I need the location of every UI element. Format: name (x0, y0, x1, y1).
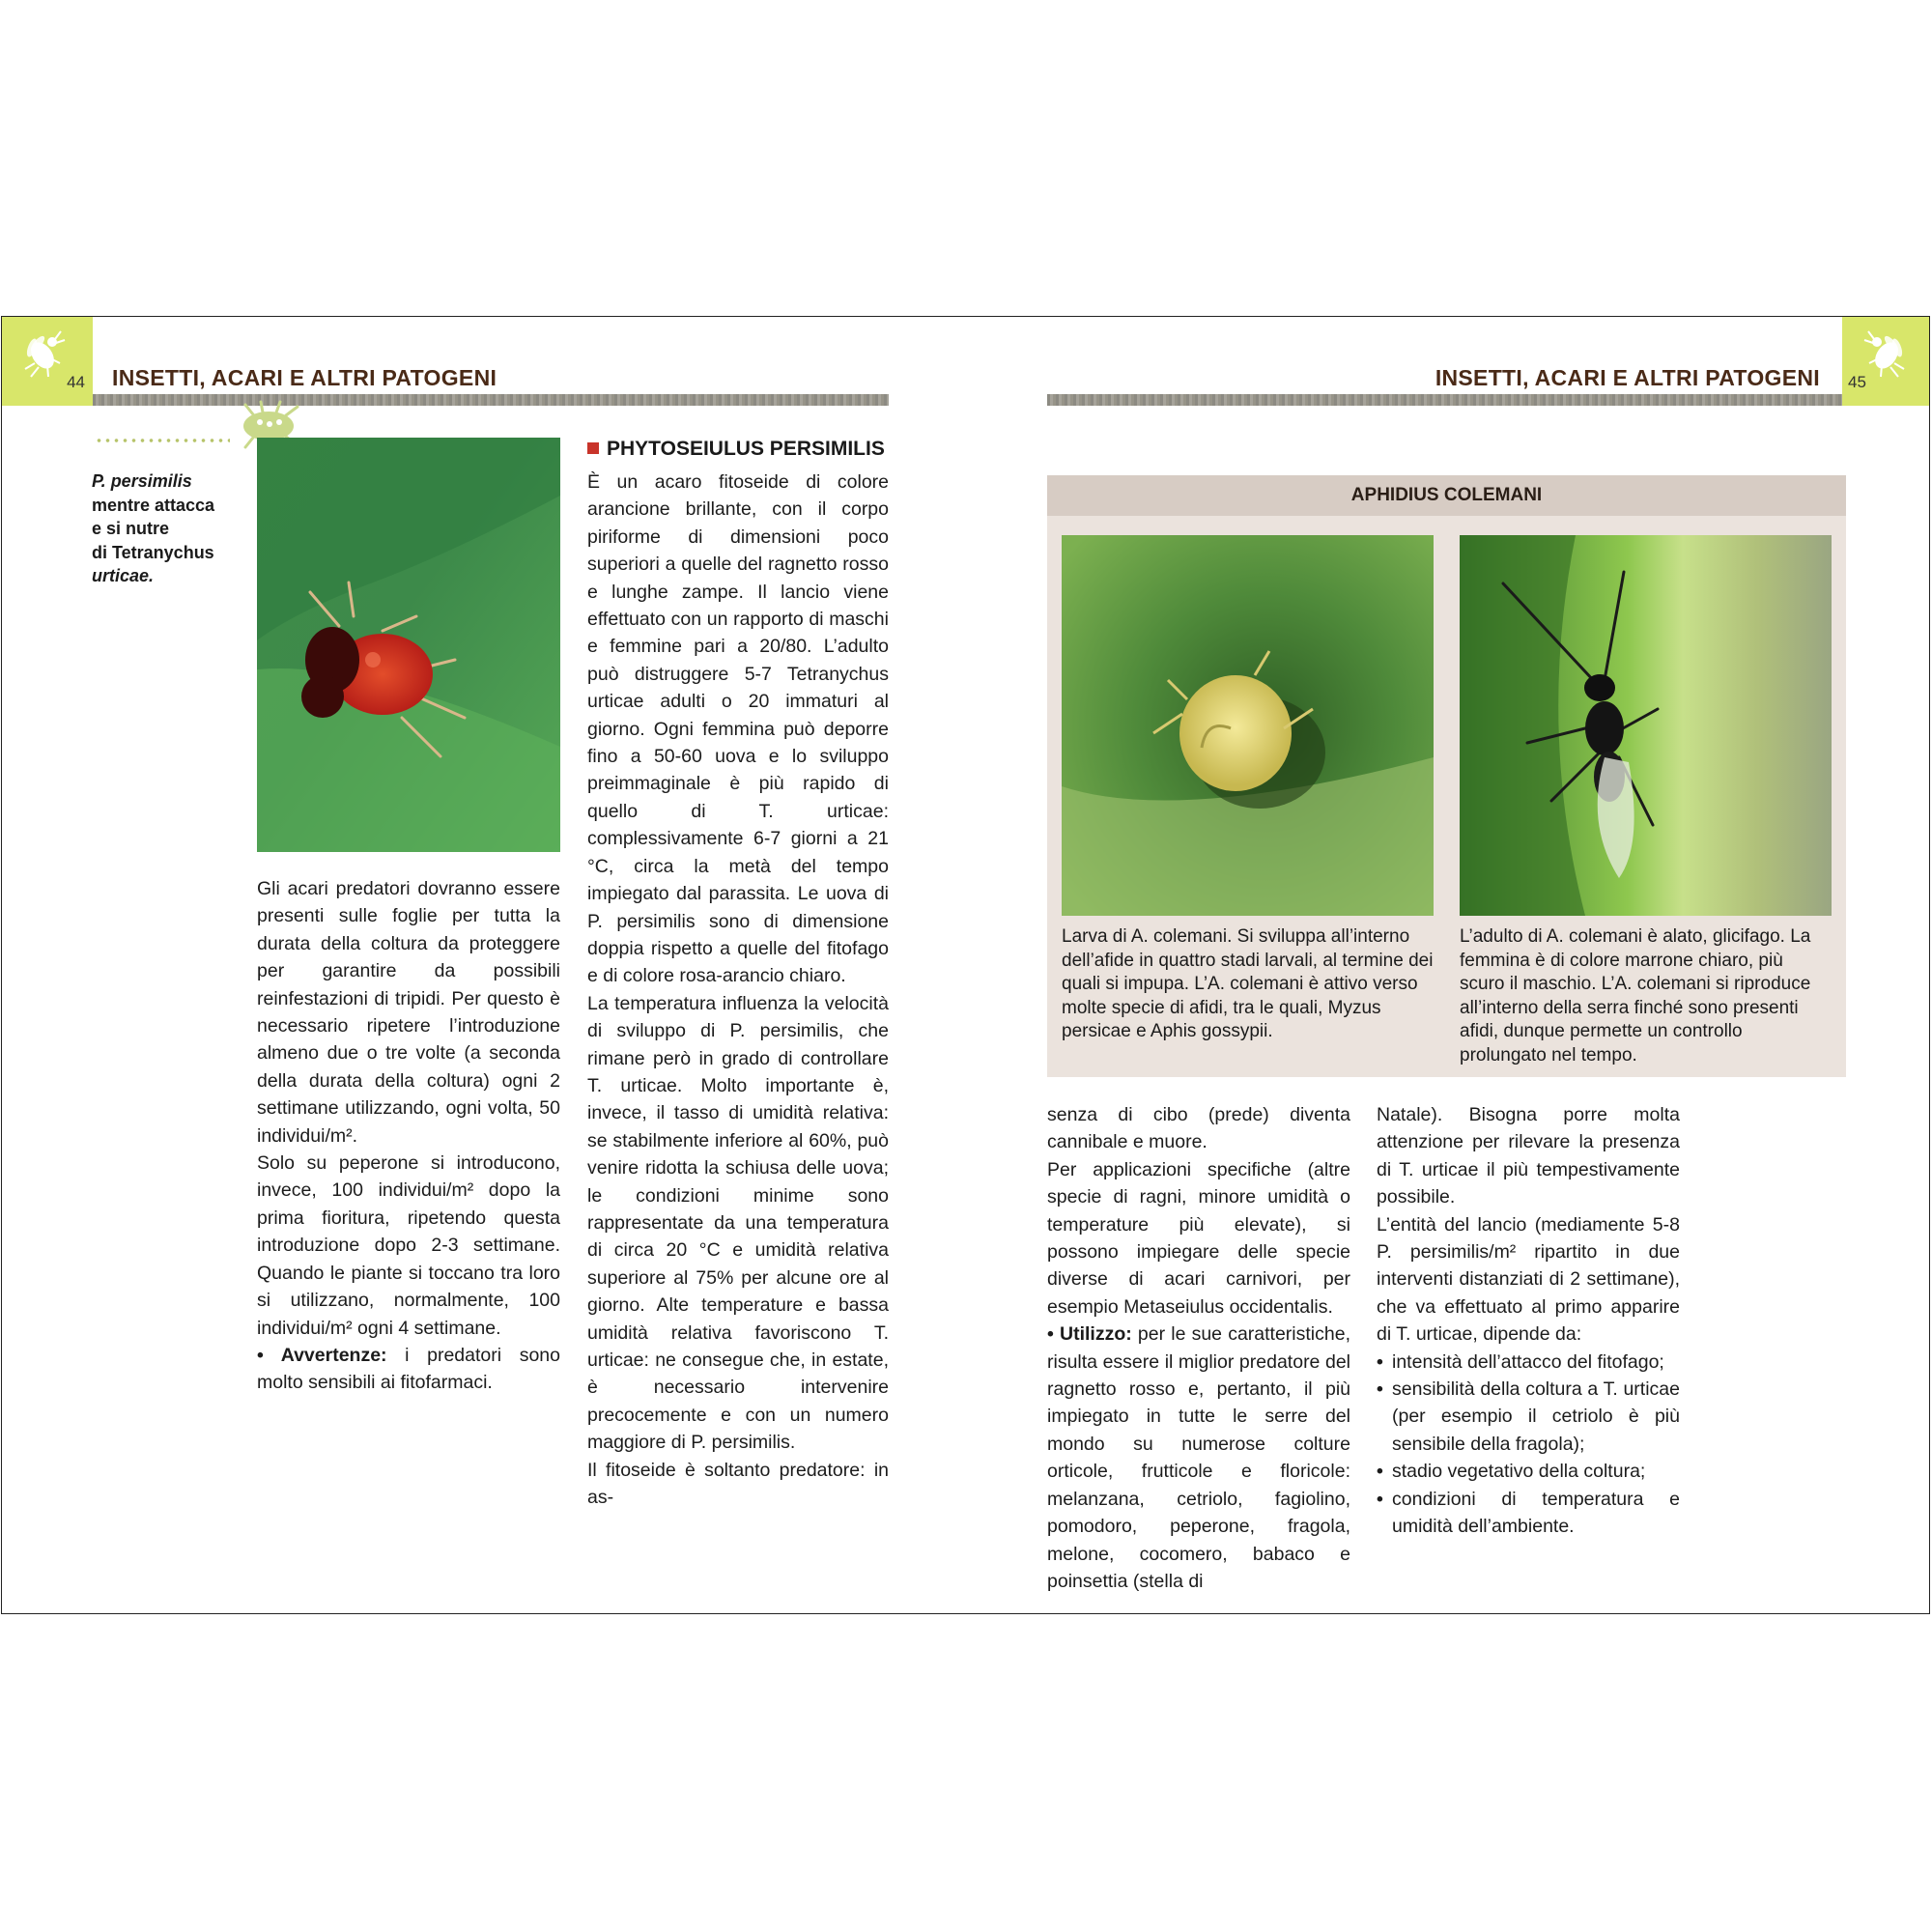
list-item: • sensibilità della coltura a T. urticae (per esempio il cetriolo è più sensibile della fragola); (1377, 1376, 1680, 1458)
page-number-left: 44 (67, 373, 85, 391)
use-paragraph (1047, 1321, 1350, 1595)
page-tab-left (2, 317, 93, 406)
use-text: per le sue caratteristiche, risulta essere il miglior predatore del ragnetto rosso e, pertanto, il più impiegato in tutte le serre del mondo su numerose colture orticole, frutticole e floricole: melanzana, cetriolo, fagiolino, pomodoro, peperone, fragola, melone, cocomero, babaco e poinsettia (stella di (1047, 1323, 1350, 1592)
header-rule-left (93, 394, 889, 406)
section-square-icon (587, 442, 599, 454)
aphidius-box (1047, 475, 1846, 1077)
paragraph: L’entità del lancio (mediamente 5-8 P. persimilis/m² ripartito in due interventi distanziati di 2 settimane), che va effettuato al primo apparire di T. urticae, dipende da: (1377, 1213, 1680, 1346)
paragraph: senza di cibo (prede) diventa cannibale e muore. (1047, 1104, 1350, 1153)
photo-persimilis (257, 438, 560, 852)
warning-paragraph (257, 1342, 560, 1397)
section-title-text: PHYTOSEIULUS PERSIMILIS (607, 438, 885, 460)
list-item: • intensità dell’attacco del fitofago; (1377, 1349, 1680, 1376)
section-title (587, 438, 885, 461)
factor-list (1377, 1349, 1680, 1541)
book-spread (1, 316, 1930, 1614)
right-column-1 (1047, 1101, 1350, 1595)
photo-larva (1062, 535, 1434, 916)
warning-label: • Avvertenze: (257, 1344, 387, 1366)
caption-line-3: e si nutre (92, 519, 170, 538)
paragraph: È un acaro fitoseide di colore arancione brillante, con il corpo piriforme di dimensioni poco superiori a quelle del ragnetto rosso e lunghe zampe. Il lancio viene effettuato con un rapporto di maschi e femmine pari a 20/80. L’adulto può distruggere 5-7 Tetranychus urticae adulti o 20 immaturi al giorno. Ogni femmina può deporre fino a 50-60 uova e lo sviluppo preimmaginale è più rapido di quello di T. urticae: complessivamente 6-7 giorni a 21 °C, circa la metà del tempo impiegato dal parassita. Le uova di P. persimilis sono di dimensione doppia rispetto a quelle del fitofago e di colore rosa-arancio chiaro. (587, 471, 889, 987)
caption-line-1: P. persimilis (92, 471, 192, 491)
right-column-2 (1377, 1101, 1680, 1541)
page-tab-right (1842, 317, 1929, 406)
dotted-leader (95, 438, 230, 443)
paragraph: Solo su peperone si introducono, invece, 100 individui/m² dopo la prima fioritura, ripetendo questa introduzione dopo 2-3 settimane. Quando le piante si toccano tra loro si utilizzano, normalmente, 100 individui/m² ogni 4 settimane. (257, 1152, 560, 1339)
page-number-right: 45 (1848, 373, 1866, 391)
header-rule-right (1047, 394, 1842, 406)
paragraph: La temperatura influenza la velocità di sviluppo di P. persimilis, che rimane però in grado di controllare T. urticae. Molto importante è, invece, il tasso di umidità relativa: se stabilmente inferiore al 60%, può venire ridotta la schiusa delle uova; le condizioni minime sono rappresentate da una temperatura di circa 20 °C e umidità relativa superiore al 75% per alcune ore al giorno. Alte temperature e bassa umidità relativa favoriscono T. urticae: ne consegue che, in estate, è necessario intervenire precocemente e con un numero maggiore di P. persimilis. (587, 992, 889, 1454)
list-item: • stadio vegetativo della coltura; (1377, 1458, 1680, 1485)
caption-larva: Larva di A. colemani. Si sviluppa all’interno dell’afide in quattro stadi larvali, al termine dei quali si impupa. L’A. colemani è attivo verso molte specie di afidi, tra le quali, Myzus persicae e Aphis gossypii. (1062, 926, 1434, 1041)
caption-line-5: urticae. (92, 566, 155, 585)
paragraph: Natale). Bisogna porre molta attenzione per rilevare la presenza di T. urticae il più tempestivamente possibile. (1377, 1104, 1680, 1208)
caption-adult: L’adulto di A. colemani è alato, glicifago. La femmina è di colore marrone chiaro, più scuro il maschio. L’A. colemani si riproduce all’interno della serra finché sono presenti afidi, dunque permette un controllo prolungato nel tempo. (1460, 926, 1811, 1065)
photo-caption-mite (92, 469, 227, 588)
left-column-1 (257, 875, 560, 1397)
paragraph: Gli acari predatori dovranno essere presenti sulle foglie per tutta la durata della coltura da proteggere per garantire da possibili reinfestazioni di tripidi. Per questo è necessario ripetere l’introduzione almeno due o tre volte (a seconda della durata della coltura) ogni 2 settimane utilizzando, ogni volta, 50 individui/m². (257, 878, 560, 1147)
paragraph: Per applicazioni specifiche (altre specie di ragni, minore umidità o temperature più elevate), si possono impiegare delle specie diverse di acari carnivori, per esempio Metaseiulus occidentalis. (1047, 1158, 1350, 1318)
insect-icon-right (1860, 327, 1914, 381)
box-title: APHIDIUS COLEMANI (1047, 475, 1846, 516)
warning-text: i predatori sono molto sensibili ai fitofarmaci. (257, 1344, 560, 1394)
running-head-left: INSETTI, ACARI E ALTRI PATOGENI (112, 365, 497, 390)
use-label: • Utilizzo: (1047, 1323, 1132, 1346)
list-item: • condizioni di temperatura e umidità dell’ambiente. (1377, 1486, 1680, 1541)
caption-line-4: di Tetranychus (92, 542, 214, 562)
running-head-right: INSETTI, ACARI E ALTRI PATOGENI (1435, 365, 1820, 390)
insect-icon-left (15, 327, 70, 381)
paragraph: Il fitoseide è soltanto predatore: in as- (587, 1459, 889, 1509)
left-column-2 (587, 469, 889, 1511)
caption-line-2: mentre attacca (92, 495, 215, 515)
photo-adult (1460, 535, 1832, 916)
